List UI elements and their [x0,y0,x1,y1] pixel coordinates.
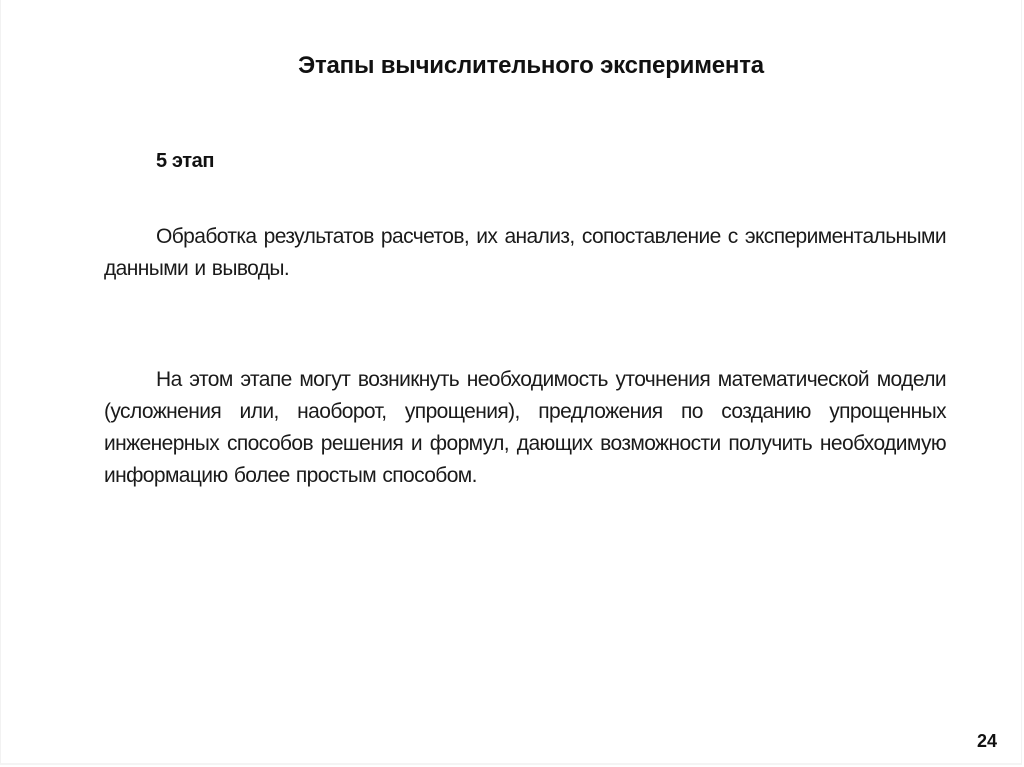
paragraph-stage-description: Обработка результатов расчетов, их анализ, сопоставление с экспериментальными данными и выводы. [104,225,946,280]
page-number: 24 [976,731,997,751]
stage-heading: 5 этап [156,150,215,172]
slide-title: Этапы вычислительного эксперимента [298,52,764,79]
paragraph-stage-details: На этом этапе могут возникнуть необходимость уточнения математической модели (усложнения или, наоборот, упрощения), предложения по созданию упрощенных инженерных способов решения и формул, дающих возможности получить необходимую информацию более простым способом. [104,368,946,487]
